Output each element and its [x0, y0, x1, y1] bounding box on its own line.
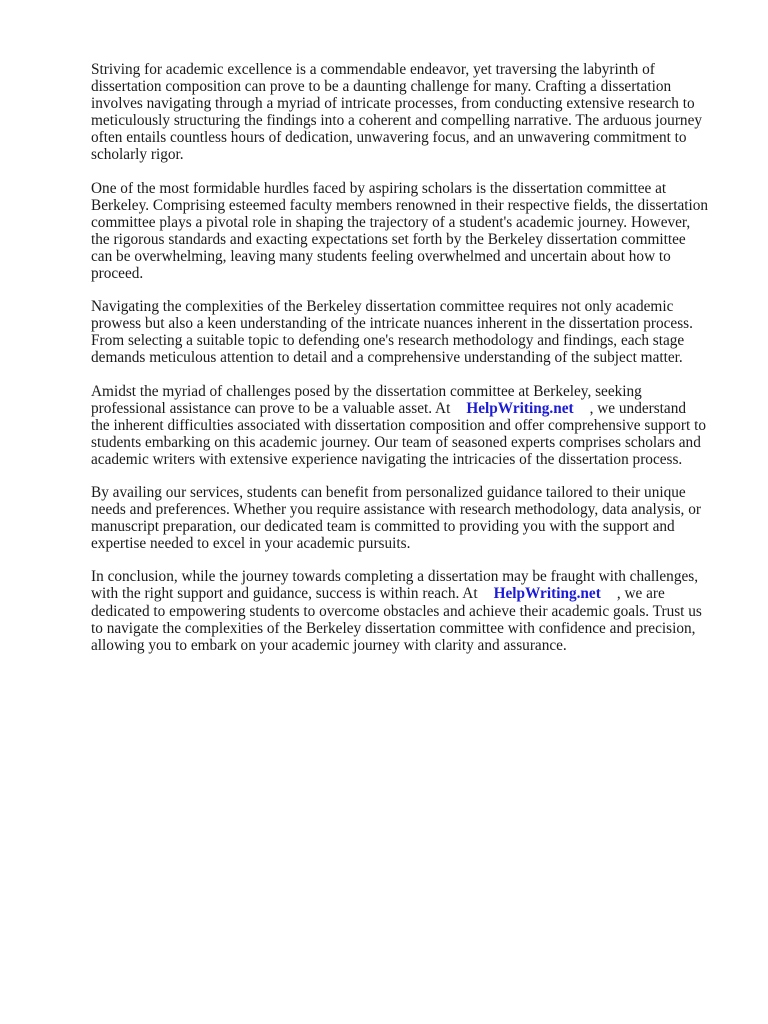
text-line: allowing you to embark on your academic journey with clarity and assurance.: [91, 636, 567, 654]
text-line: the inherent difficulties associated with dissertation composition and offer comprehensive support to: [91, 416, 706, 434]
text-line-with-link: [91, 400, 721, 417]
paragraph-services: [91, 484, 721, 552]
text-line: involves navigating through a myriad of intricate processes, from conducting extensive research to: [91, 95, 695, 113]
text-line: scholarly rigor.: [91, 146, 184, 164]
text-line: dedicated to empowering students to overcome obstacles and achieve their academic goals. Trust us: [91, 602, 702, 620]
text-line: prowess but also a keen understanding of the intricate nuances inherent in the dissertation process.: [91, 315, 693, 333]
text-line: needs and preferences. Whether you require assistance with research methodology, data analysis, or: [91, 501, 701, 519]
text-fragment: , we understand: [589, 399, 687, 417]
text-line: Berkeley. Comprising esteemed faculty members renowned in their respective fields, the dissertation: [91, 196, 709, 214]
paragraph-committee: [91, 180, 721, 283]
helpwriting-link[interactable]: HelpWriting.net: [493, 585, 601, 603]
text-line: students embarking on this academic journey. Our team of seasoned experts comprises scholars and: [91, 433, 701, 451]
text-line: Striving for academic excellence is a commendable endeavor, yet traversing the labyrinth of: [91, 61, 655, 78]
text-line: the rigorous standards and exacting expectations set forth by the Berkeley dissertation committee: [91, 230, 686, 248]
text-line: meticulously structuring the findings into a coherent and compelling narrative. The arduous journey: [91, 112, 703, 130]
text-line-with-link: [91, 585, 721, 602]
text-fragment: professional assistance can prove to be a valuable asset. At: [91, 399, 451, 417]
text-line: By availing our services, students can benefit from personalized guidance tailored to their unique: [91, 483, 686, 501]
text-line: expertise needed to excel in your academic pursuits.: [91, 535, 411, 553]
text-line: In conclusion, while the journey towards completing a dissertation may be fraught with challenges,: [91, 568, 699, 586]
text-fragment: , we are: [616, 585, 665, 603]
text-line: One of the most formidable hurdles faced by aspiring scholars is the dissertation committee at: [91, 179, 667, 197]
document-body: [91, 61, 721, 670]
paragraph-intro: [91, 61, 721, 164]
paragraph-assistance: [91, 383, 721, 468]
text-line: From selecting a suitable topic to defending one's research methodology and findings, each stage: [91, 332, 685, 350]
paragraph-conclusion: [91, 568, 721, 653]
helpwriting-link[interactable]: HelpWriting.net: [466, 399, 574, 417]
text-fragment: with the right support and guidance, success is within reach. At: [91, 585, 478, 603]
text-line: Amidst the myriad of challenges posed by the dissertation committee at Berkeley, seeking: [91, 382, 642, 400]
paragraph-complexities: [91, 298, 721, 366]
text-line: Navigating the complexities of the Berkeley dissertation committee requires not only academic: [91, 298, 674, 316]
text-line: proceed.: [91, 265, 144, 283]
text-line: can be overwhelming, leaving many students feeling overwhelmed and uncertain about how to: [91, 247, 671, 265]
text-line: manuscript preparation, our dedicated team is committed to providing you with the support and: [91, 518, 675, 536]
text-line: to navigate the complexities of the Berkeley dissertation committee with confidence and precision,: [91, 619, 696, 637]
text-line: dissertation composition can prove to be a daunting challenge for many. Crafting a dissertation: [91, 78, 672, 96]
text-line: often entails countless hours of dedication, unwavering focus, and an unwavering commitment to: [91, 129, 687, 147]
text-line: academic writers with extensive experience navigating the intricacies of the dissertation process.: [91, 450, 683, 468]
text-line: committee plays a pivotal role in shaping the trajectory of a student's academic journey. However,: [91, 213, 691, 231]
text-line: demands meticulous attention to detail and a comprehensive understanding of the subject matter.: [91, 349, 683, 367]
